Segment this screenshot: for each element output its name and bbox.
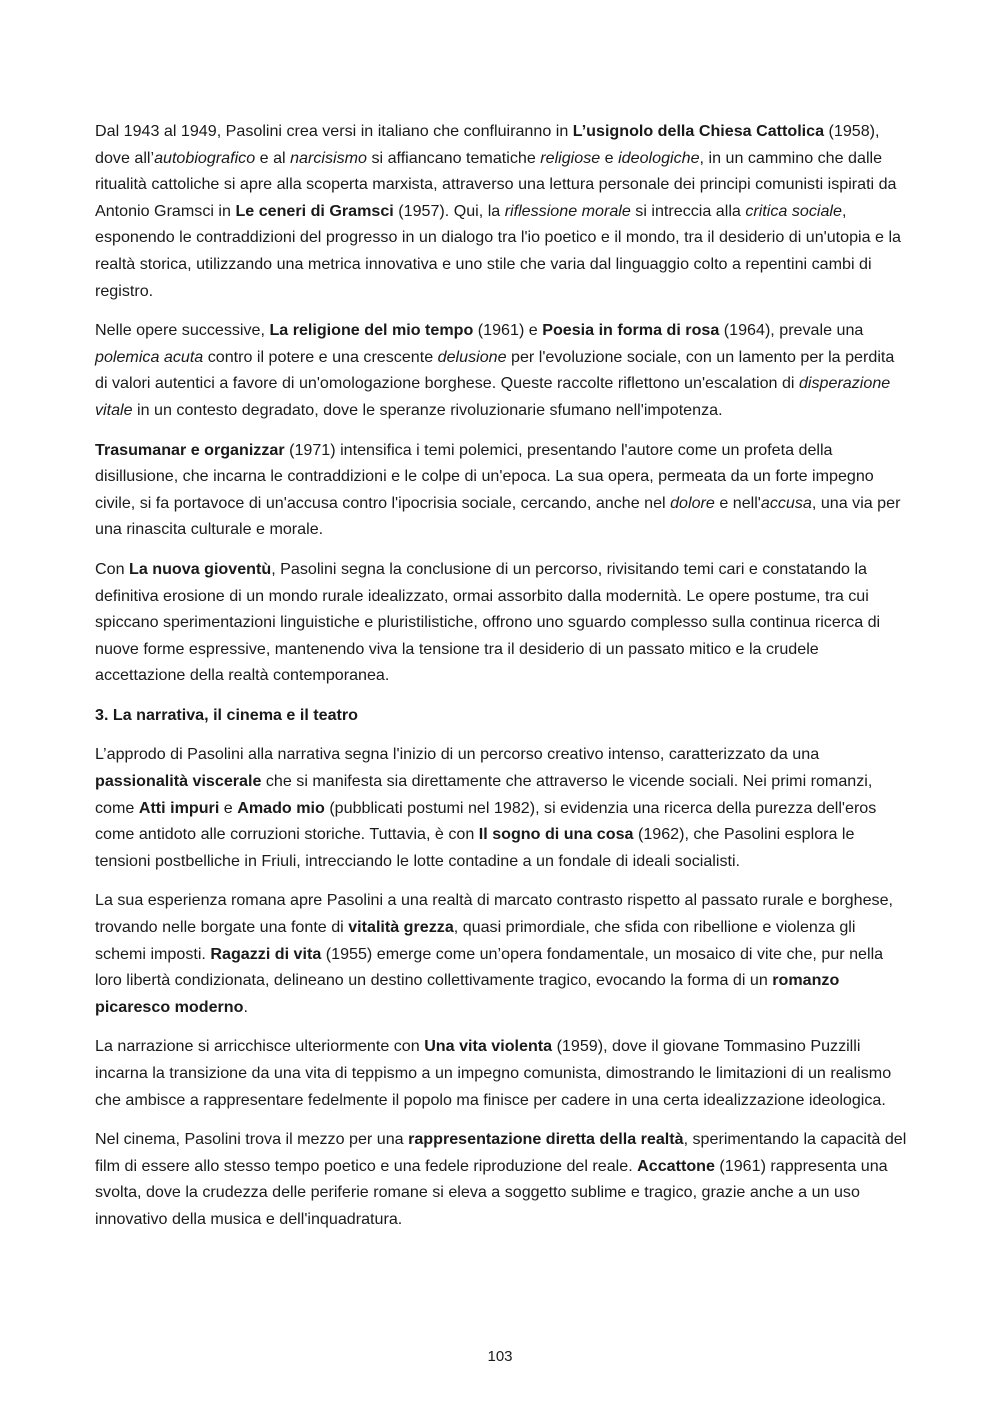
paragraph-3 [95,437,907,543]
text: Nelle opere successive, [95,321,270,340]
italic-term: riflessione morale [504,201,631,220]
title-sogno: Il sogno di una cosa [478,825,634,844]
italic-term: autobiografico [154,148,256,167]
text: per l'evoluzione sociale, con un lamento per la perdita di valori autentici a favore di un'omologazione borghese. Queste raccolte riflettono un'escalation di [95,347,895,393]
italic-term: delusione [437,347,507,366]
title-ceneri: Le ceneri di Gramsci [235,201,394,220]
paragraph-8 [95,1126,907,1232]
title-accattone: Accattone [637,1156,715,1175]
text: (1958), dove all’ [95,122,880,167]
text: , Pasolini segna la conclusione di un percorso, rivisitando temi cari e constatando la definitiva erosione di un mondo rurale idealizzato, ormai assorbito dalla modernità. Le opere postume, tra cui spiccano sperimentazioni linguistiche e pluristilistiche, offrono uno sguardo complesso sulla continua ricerca di nuove forme espressive, mantenendo viva la tensione tra il desiderio di un passato mitico e la crudele accettazione della realtà contemporanea. [95,559,881,685]
text: , esponendo le contraddizioni del progresso in un dialogo tra l'io poetico e il mondo, tra il desiderio di un'utopia e la realtà storica, utilizzando una metrica innovativa e uno stile che varia dal linguaggio colto a repentini cambi di registro. [95,201,901,300]
text: , una via per una rinascita culturale e morale. [95,493,901,539]
text: , quasi primordiale, che sfida con ribellione e violenza gli schemi imposti. [95,918,856,963]
text: e [219,798,238,817]
bold-term: passionalità viscerale [95,772,262,791]
paragraph-4 [95,556,907,689]
text: , in un cammino che dalle ritualità cattoliche si apre alla scoperta marxista, attraverso una lettura personale dei principi comunisti ispirati da Antonio Gramsci in [95,148,897,220]
paragraph-7 [95,1033,907,1113]
text: . [243,997,248,1016]
italic-term: dolore [670,493,715,512]
title-amado-mio: Amado mio [237,798,325,817]
text: (1962), che Pasolini esplora le tensioni postbelliche in Friuli, intrecciando le lotte contadine a un fondale di ideali socialisti. [95,825,855,870]
bold-term: vitalità grezza [348,918,454,937]
paragraph-6 [95,887,907,1020]
page-number: 103 [487,1348,513,1365]
text: (1955) emerge come un’opera fondamentale, un mosaico di vite che, pur nella loro libertà condizionata, delineano un destino collettivamente tragico, evocando la forma di un [95,944,884,990]
text: (1964), prevale una [719,321,864,340]
title-vita-violenta: Una vita violenta [424,1037,553,1056]
text: si intreccia alla [630,201,746,220]
text: si affiancano tematiche [367,148,541,167]
text: contro il potere e una crescente [203,347,438,366]
text: (1961) rappresenta una svolta, dove la crudezza delle periferie romane si eleva a soggetto sublime e tragico, grazie anche a un uso innovativo della musica e dell'inquadratura. [95,1156,888,1228]
text: La sua esperienza romana apre Pasolini a una realtà di marcato contrasto rispetto al passato rurale e borghese, trovando nelle borgate una fonte di [95,891,894,937]
title-trasumanar: Trasumanar e organizzar [95,440,285,459]
text: (1961) e [473,321,543,340]
italic-term: religiose [540,148,601,167]
text: e al [255,148,291,167]
paragraph-2 [95,317,907,423]
text: , sperimentando la capacità del film di essere allo stesso tempo poetico e una fedele riproduzione del reale. [95,1130,907,1175]
italic-term: critica sociale [745,201,842,220]
text: Dal 1943 al 1949, Pasolini crea versi in italiano che confluiranno in [95,122,573,140]
text: (1971) intensifica i temi polemici, presentando l'autore come un profeta della disillusione, che incarna le contraddizioni e le colpe di un'epoca. La sua opera, permeata da un forte impegno civile, si fa portavoce di un'accusa contro l'ipocrisia sociale, cercando, anche nel [95,440,874,512]
text: L’approdo di Pasolini alla narrativa segna l'inizio di un percorso creativo intenso, caratterizzato da una [95,745,820,764]
title-religione: La religione del mio tempo [269,321,474,340]
bold-term: rappresentazione diretta della realtà [408,1130,684,1149]
text: (1959), dove il giovane Tommasino Puzzilli incarna la transizione da una vita di teppismo a un impegno comunista, dimostrando le limitazioni di un realismo che ambisce a rappresentare fedelmente il popolo ma finisce per cadere in una certa idealizzazione ideologica. [95,1037,892,1109]
text: Con [95,559,129,578]
italic-term: ideologiche [618,148,700,167]
bold-term: romanzo picaresco moderno [95,971,840,1016]
title-ragazzi: Ragazzi di vita [210,944,322,963]
title-usignolo: L’usignolo della Chiesa Cattolica [572,122,825,140]
text: e [600,148,619,167]
text: in un contesto degradato, dove le speranze rivoluzionarie sfumano nell'impotenza. [132,400,723,419]
paragraph-5 [95,741,907,874]
italic-term: narcisismo [290,148,367,167]
section-heading: 3. La narrativa, il cinema e il teatro [95,705,358,724]
title-poesia: Poesia in forma di rosa [542,321,720,340]
title-nuova-gioventu: La nuova gioventù [129,559,272,578]
title-atti-impuri: Atti impuri [138,798,220,817]
italic-term: accusa [760,493,812,512]
text: che si manifesta sia direttamente che attraverso le vicende sociali. Nei primi romanzi, come [95,772,873,817]
text: Nel cinema, Pasolini trova il mezzo per una [95,1130,409,1149]
italic-term: disperazione vitale [95,374,891,419]
text: (1957). Qui, la [393,201,505,220]
text: La narrazione si arricchisce ulteriormente con [95,1037,425,1056]
document-body [95,118,907,1246]
text: (pubblicati postumi nel 1982), si evidenzia una ricerca della purezza dell'eros come antidoto alle corruzioni storiche. Tuttavia, è con [95,798,877,844]
italic-term: polemica acuta [95,347,204,366]
text: e nell' [714,493,761,512]
paragraph-1 [95,118,907,304]
